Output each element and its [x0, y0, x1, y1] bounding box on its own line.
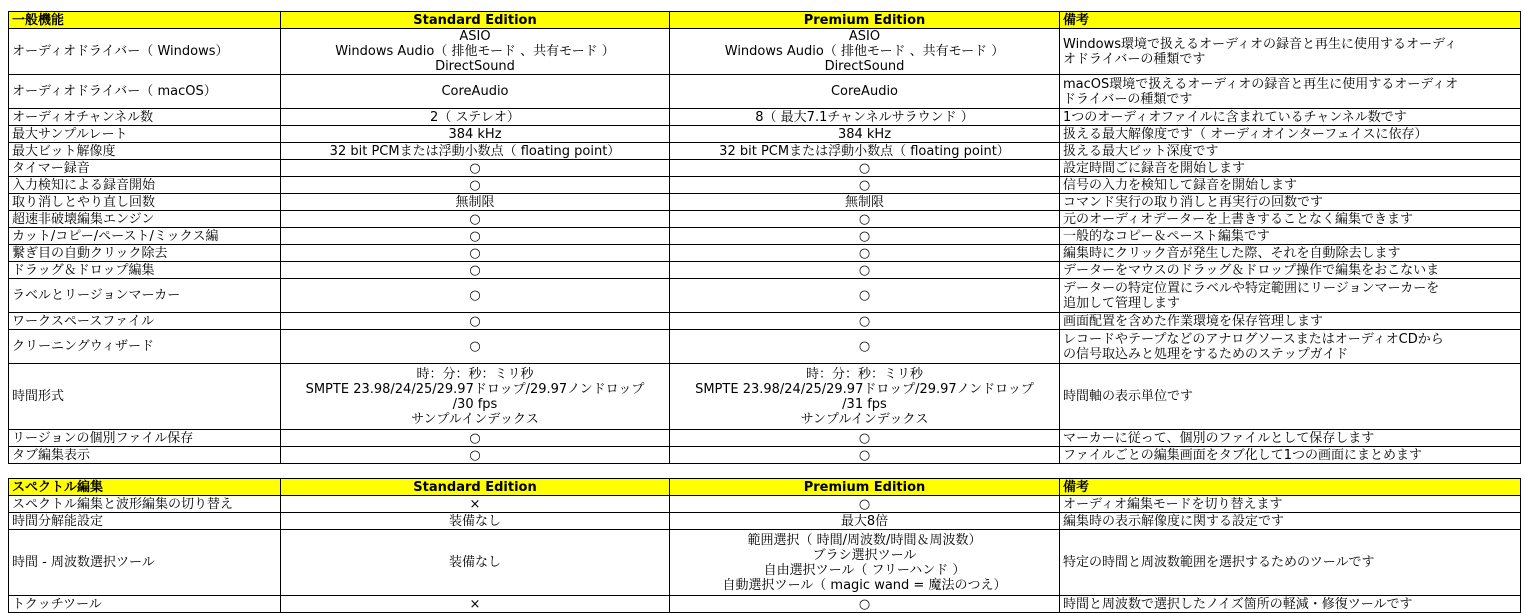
standard-edition-cell-text: 384 kHz — [448, 126, 502, 142]
header-cell: Standard Edition — [281, 12, 670, 29]
premium-edition-cell — [670, 177, 1060, 194]
table-row — [9, 262, 1521, 279]
feature-name-cell-text: オーディオドライバー（ macOS） — [12, 84, 217, 99]
premium-edition-cell-text: サンプルインデックス — [800, 411, 929, 427]
note-cell-text: 扱える最大解像度です（ オーディオインターフェイスに依存） — [1063, 126, 1428, 142]
premium-edition-cell-text: ○ — [858, 288, 871, 303]
note-cell — [1060, 160, 1521, 177]
note-cell — [1060, 496, 1521, 513]
feature-name-cell-text: リージョンの個別ファイル保存 — [12, 430, 194, 446]
header-cell: 一般機能 — [9, 12, 281, 29]
note-cell-text: 1つのオーディオファイルに含まれているチャンネル数です — [1063, 109, 1407, 125]
premium-edition-cell-text: /31 fps — [842, 396, 887, 412]
feature-name-cell-text: オーディオドライバー（ Windows） — [12, 44, 229, 59]
premium-edition-cell — [670, 364, 1060, 430]
standard-edition-cell-text: ASIO — [459, 29, 491, 44]
note-cell — [1060, 143, 1521, 160]
note-cell-text: 扱える最大ビット深度です — [1063, 143, 1219, 159]
note-cell — [1060, 313, 1521, 330]
premium-edition-cell-text: DirectSound — [824, 59, 905, 74]
feature-name-cell-text: トクッチツール — [12, 596, 102, 612]
premium-edition-cell — [670, 29, 1060, 75]
premium-edition-cell-text: 自由選択ツール（ フリーハンド ） — [763, 562, 966, 578]
note-cell-text: 編集時にクリック音が発生した際、それを自動除去します — [1063, 245, 1401, 261]
table-row — [9, 513, 1521, 530]
note-cell-text: 設定時間ごに録音を開始します — [1063, 160, 1246, 176]
table-row — [9, 143, 1521, 160]
note-cell — [1060, 245, 1521, 262]
standard-edition-cell — [281, 228, 670, 245]
note-cell — [1060, 75, 1521, 109]
table-row — [9, 596, 1521, 613]
note-cell-text: コマンド実行の取り消しと再実行の回数です — [1063, 194, 1324, 210]
table-row — [9, 430, 1521, 447]
premium-edition-cell — [670, 143, 1060, 160]
standard-edition-cell — [281, 496, 670, 513]
table-row — [9, 109, 1521, 126]
premium-edition-cell-text: ○ — [858, 245, 871, 261]
note-cell-text: マーカーに従って、個別のファイルとして保存します — [1063, 430, 1375, 446]
section-header-row — [9, 12, 1521, 29]
standard-edition-cell-text: 32 bit PCMまたは浮動小数点（ floating point） — [329, 143, 621, 159]
standard-edition-cell — [281, 262, 670, 279]
feature-name-cell-text: タイマー録音 — [12, 160, 90, 176]
note-cell — [1060, 364, 1521, 430]
spacer-cell — [9, 464, 281, 479]
note-cell — [1060, 29, 1521, 75]
note-cell — [1060, 447, 1521, 464]
premium-edition-cell — [670, 330, 1060, 364]
feature-name-cell — [9, 109, 281, 126]
premium-edition-cell — [670, 160, 1060, 177]
standard-edition-cell — [281, 330, 670, 364]
standard-edition-cell-text: × — [469, 496, 481, 512]
note-cell — [1060, 177, 1521, 194]
standard-edition-cell-text: ○ — [469, 245, 481, 261]
feature-name-cell — [9, 513, 281, 530]
feature-name-cell-text: 最大サンプルレート — [12, 126, 128, 142]
table-row — [9, 75, 1521, 109]
premium-edition-cell — [670, 496, 1060, 513]
feature-name-cell-text: 時間 - 周波数選択ツール — [12, 555, 155, 570]
table-row — [9, 29, 1521, 75]
table-row — [9, 313, 1521, 330]
premium-edition-cell — [670, 262, 1060, 279]
standard-edition-cell — [281, 245, 670, 262]
table-row — [9, 126, 1521, 143]
standard-edition-cell — [281, 75, 670, 109]
feature-name-cell-text: 繋ぎ目の自動クリック除去 — [12, 245, 168, 261]
note-cell — [1060, 262, 1521, 279]
feature-name-cell-text: 取り消しとやり直し回数 — [12, 194, 156, 210]
standard-edition-cell-text: 装備なし — [448, 513, 501, 529]
feature-name-cell — [9, 279, 281, 313]
standard-edition-cell-text: 装備なし — [448, 555, 501, 570]
table-row — [9, 530, 1521, 596]
premium-edition-cell-text: 無制限 — [844, 194, 884, 210]
note-cell — [1060, 279, 1521, 313]
standard-edition-cell-text: DirectSound — [435, 59, 515, 74]
feature-name-cell — [9, 143, 281, 160]
feature-name-cell-text: 入力検知による録音開始 — [12, 177, 156, 193]
standard-edition-cell-text: ○ — [469, 211, 481, 227]
feature-name-cell-text: ワークスペースファイル — [12, 313, 154, 329]
feature-name-cell-text: 時間形式 — [12, 389, 65, 404]
premium-edition-cell-text: ○ — [858, 177, 871, 193]
premium-edition-cell — [670, 126, 1060, 143]
premium-edition-cell — [670, 313, 1060, 330]
premium-edition-cell-text: 自動選択ツール（ magic wand = 魔法のつえ） — [722, 577, 1007, 593]
note-cell-text: 時間と周波数で選択したノイズ箇所の軽減・修復ツールです — [1063, 596, 1413, 612]
standard-edition-cell-text: Windows Audio（ 排他モード 、共有モード ） — [335, 44, 615, 59]
standard-edition-cell — [281, 364, 670, 430]
note-cell — [1060, 596, 1521, 613]
spacer-row — [9, 464, 1521, 479]
standard-edition-cell — [281, 530, 670, 596]
standard-edition-cell — [281, 279, 670, 313]
standard-edition-cell-text: ○ — [469, 288, 481, 303]
premium-edition-cell-text: ○ — [858, 313, 871, 329]
standard-edition-cell — [281, 596, 670, 613]
standard-edition-cell-text: /30 fps — [452, 396, 498, 412]
premium-edition-cell — [670, 109, 1060, 126]
note-cell-text: 画面配置を含めた作業環境を保存管理します — [1063, 313, 1324, 329]
feature-name-cell-text: クリーニングウィザード — [12, 339, 154, 354]
premium-edition-cell-text: 32 bit PCMまたは浮動小数点（ floating point） — [719, 143, 1010, 159]
feature-name-cell — [9, 364, 281, 430]
premium-edition-cell-text: ○ — [858, 262, 871, 278]
premium-edition-cell-text: 384 kHz — [837, 126, 892, 142]
note-cell — [1060, 228, 1521, 245]
feature-name-cell-text: スペクトル編集と波形編集の切り替え — [12, 496, 234, 512]
table-row — [9, 211, 1521, 228]
note-cell — [1060, 109, 1521, 126]
standard-edition-cell — [281, 29, 670, 75]
premium-edition-cell — [670, 211, 1060, 228]
table-row — [9, 160, 1521, 177]
feature-name-cell — [9, 496, 281, 513]
standard-edition-cell — [281, 126, 670, 143]
note-cell — [1060, 530, 1521, 596]
premium-edition-cell — [670, 279, 1060, 313]
standard-edition-cell-text: ○ — [469, 177, 481, 193]
note-cell-text: データーの特定位置にラベルや特定範囲にリージョンマーカーを — [1063, 280, 1440, 296]
standard-edition-cell-text: ○ — [469, 430, 481, 446]
header-cell: スペクトル編集 — [9, 479, 281, 496]
premium-edition-cell-text: ○ — [858, 496, 871, 512]
standard-edition-cell-text: 2（ ステレオ） — [430, 109, 520, 125]
table-row — [9, 228, 1521, 245]
standard-edition-cell-text: ○ — [469, 262, 481, 278]
note-cell-text: レコードやテープなどのアナログソースまたはオーディオCDから — [1063, 331, 1444, 347]
premium-edition-cell-text: 8（ 最大7.1チャンネルサラウンド ） — [755, 109, 974, 125]
standard-edition-cell-text: ○ — [469, 160, 481, 176]
premium-edition-cell — [670, 245, 1060, 262]
standard-edition-cell — [281, 313, 670, 330]
table-row — [9, 330, 1521, 364]
standard-edition-cell-text: 時：分：秒：ミリ秒 — [416, 366, 534, 382]
premium-edition-cell-text: ○ — [858, 228, 871, 244]
table-row — [9, 496, 1521, 513]
standard-edition-cell — [281, 109, 670, 126]
header-cell: Premium Edition — [670, 479, 1060, 496]
feature-name-cell — [9, 177, 281, 194]
standard-edition-cell — [281, 194, 670, 211]
premium-edition-cell-text: 最大8倍 — [840, 513, 889, 529]
feature-name-cell — [9, 245, 281, 262]
note-cell-text: オドライバーの種類です — [1063, 51, 1206, 67]
note-cell-text: 編集時の表示解像度に関する設定です — [1063, 513, 1285, 529]
premium-edition-cell — [670, 430, 1060, 447]
note-cell-text: ドライバーの種類です — [1063, 91, 1193, 107]
standard-edition-cell-text: 無制限 — [455, 194, 495, 210]
premium-edition-cell-text: 時：分：秒：ミリ秒 — [805, 366, 923, 382]
premium-edition-cell-text: ASIO — [848, 29, 881, 44]
note-cell — [1060, 126, 1521, 143]
note-cell-text: の信号取込みと処理をするためのステップガイド — [1063, 346, 1349, 362]
note-cell-text: オーディオ編集モードを切り替えます — [1063, 496, 1283, 512]
header-cell: 備考 — [1060, 12, 1521, 29]
table-row — [9, 194, 1521, 211]
premium-edition-cell — [670, 513, 1060, 530]
premium-edition-cell-text: 範囲選択（ 時間/周波数/時間＆周波数） — [747, 532, 982, 548]
premium-edition-cell — [670, 228, 1060, 245]
standard-edition-cell — [281, 143, 670, 160]
standard-edition-cell — [281, 447, 670, 464]
note-cell-text: 信号の入力を検知して録音を開始します — [1063, 177, 1298, 193]
premium-edition-cell — [670, 530, 1060, 596]
premium-edition-cell-text: ○ — [858, 339, 871, 354]
table-row — [9, 447, 1521, 464]
feature-name-cell — [9, 596, 281, 613]
table-row — [9, 245, 1521, 262]
feature-name-cell — [9, 262, 281, 279]
premium-edition-cell-text: ○ — [858, 160, 871, 176]
note-cell-text: 時間軸の表示単位です — [1063, 389, 1194, 404]
standard-edition-cell-text: SMPTE 23.98/24/25/29.97ドロップ/29.97ノンドロップ — [305, 381, 645, 397]
feature-name-cell — [9, 313, 281, 330]
note-cell-text: Windows環境で扱えるオーディオの録音と再生に使用するオーディ — [1063, 36, 1457, 52]
feature-name-cell — [9, 211, 281, 228]
premium-edition-cell-text: Windows Audio（ 排他モード 、共有モード ） — [724, 44, 1005, 59]
premium-edition-cell — [670, 194, 1060, 211]
feature-name-cell-text: ドラッグ＆ドロップ編集 — [12, 262, 155, 278]
feature-name-cell-text: ラベルとリージョンマーカー — [12, 288, 181, 303]
note-cell-text: macOS環境で扱えるオーディオの録音と再生に使用するオーディオ — [1063, 76, 1459, 92]
spacer-cell — [1060, 464, 1521, 479]
note-cell — [1060, 513, 1521, 530]
feature-name-cell — [9, 447, 281, 464]
feature-name-cell-text: オーディオチャンネル数 — [12, 109, 154, 125]
standard-edition-cell-text: ○ — [469, 339, 481, 354]
feature-name-cell — [9, 228, 281, 245]
standard-edition-cell — [281, 211, 670, 228]
feature-comparison-table — [8, 11, 1521, 613]
table-row — [9, 177, 1521, 194]
feature-name-cell — [9, 160, 281, 177]
table-row — [9, 279, 1521, 313]
standard-edition-cell-text: サンプルインデックス — [411, 411, 539, 427]
note-cell — [1060, 430, 1521, 447]
standard-edition-cell-text: × — [469, 596, 481, 612]
section-header-row — [9, 479, 1521, 496]
standard-edition-cell — [281, 513, 670, 530]
premium-edition-cell-text: ○ — [858, 211, 871, 227]
premium-edition-cell-text: ブラシ選択ツール — [812, 547, 917, 563]
premium-edition-cell-text: ○ — [858, 430, 871, 446]
feature-name-cell — [9, 194, 281, 211]
note-cell-text: データーをマウスのドラッグ＆ドロップ操作で編集をおこないま — [1063, 262, 1440, 278]
note-cell-text: 一般的なコピー＆ペースト編集です — [1063, 228, 1270, 244]
spacer-cell — [281, 464, 670, 479]
feature-name-cell — [9, 530, 281, 596]
premium-edition-cell — [670, 75, 1060, 109]
note-cell — [1060, 194, 1521, 211]
note-cell-text: 追加して管理します — [1063, 295, 1181, 311]
premium-edition-cell-text: CoreAudio — [830, 84, 899, 99]
header-cell: 備考 — [1060, 479, 1521, 496]
standard-edition-cell-text: ○ — [469, 228, 481, 244]
note-cell — [1060, 211, 1521, 228]
note-cell-text: 元のオーディオデーターを上書きすることなく編集できます — [1063, 211, 1413, 227]
standard-edition-cell — [281, 160, 670, 177]
standard-edition-cell — [281, 177, 670, 194]
feature-name-cell — [9, 126, 281, 143]
premium-edition-cell — [670, 596, 1060, 613]
premium-edition-cell-text: ○ — [858, 447, 871, 463]
feature-name-cell-text: 最大ビット解像度 — [12, 143, 116, 159]
feature-name-cell — [9, 75, 281, 109]
feature-name-cell-text: タブ編集表示 — [12, 447, 91, 463]
spacer-cell — [670, 464, 1060, 479]
table-row — [9, 364, 1521, 430]
premium-edition-cell-text: ○ — [858, 596, 871, 612]
standard-edition-cell-text: CoreAudio — [441, 84, 509, 99]
standard-edition-cell-text: ○ — [469, 447, 481, 463]
standard-edition-cell-text: ○ — [469, 313, 481, 329]
note-cell-text: 特定の時間と周波数範囲を選択するためのツールです — [1063, 555, 1375, 570]
note-cell — [1060, 330, 1521, 364]
header-cell: Standard Edition — [281, 479, 670, 496]
note-cell-text: ファイルごとの編集画面をタブ化して1つの画面にまとめます — [1063, 447, 1423, 463]
feature-name-cell — [9, 430, 281, 447]
feature-name-cell — [9, 29, 281, 75]
feature-name-cell — [9, 330, 281, 364]
standard-edition-cell — [281, 430, 670, 447]
premium-edition-cell — [670, 447, 1060, 464]
feature-name-cell-text: 超速非破壊編集エンジン — [12, 211, 155, 227]
header-cell: Premium Edition — [670, 12, 1060, 29]
feature-name-cell-text: 時間分解能設定 — [12, 513, 104, 529]
feature-name-cell-text: カット/コピー/ペースト/ミックス編 — [12, 228, 219, 244]
premium-edition-cell-text: SMPTE 23.98/24/25/29.97ドロップ/29.97ノンドロップ — [695, 381, 1034, 397]
